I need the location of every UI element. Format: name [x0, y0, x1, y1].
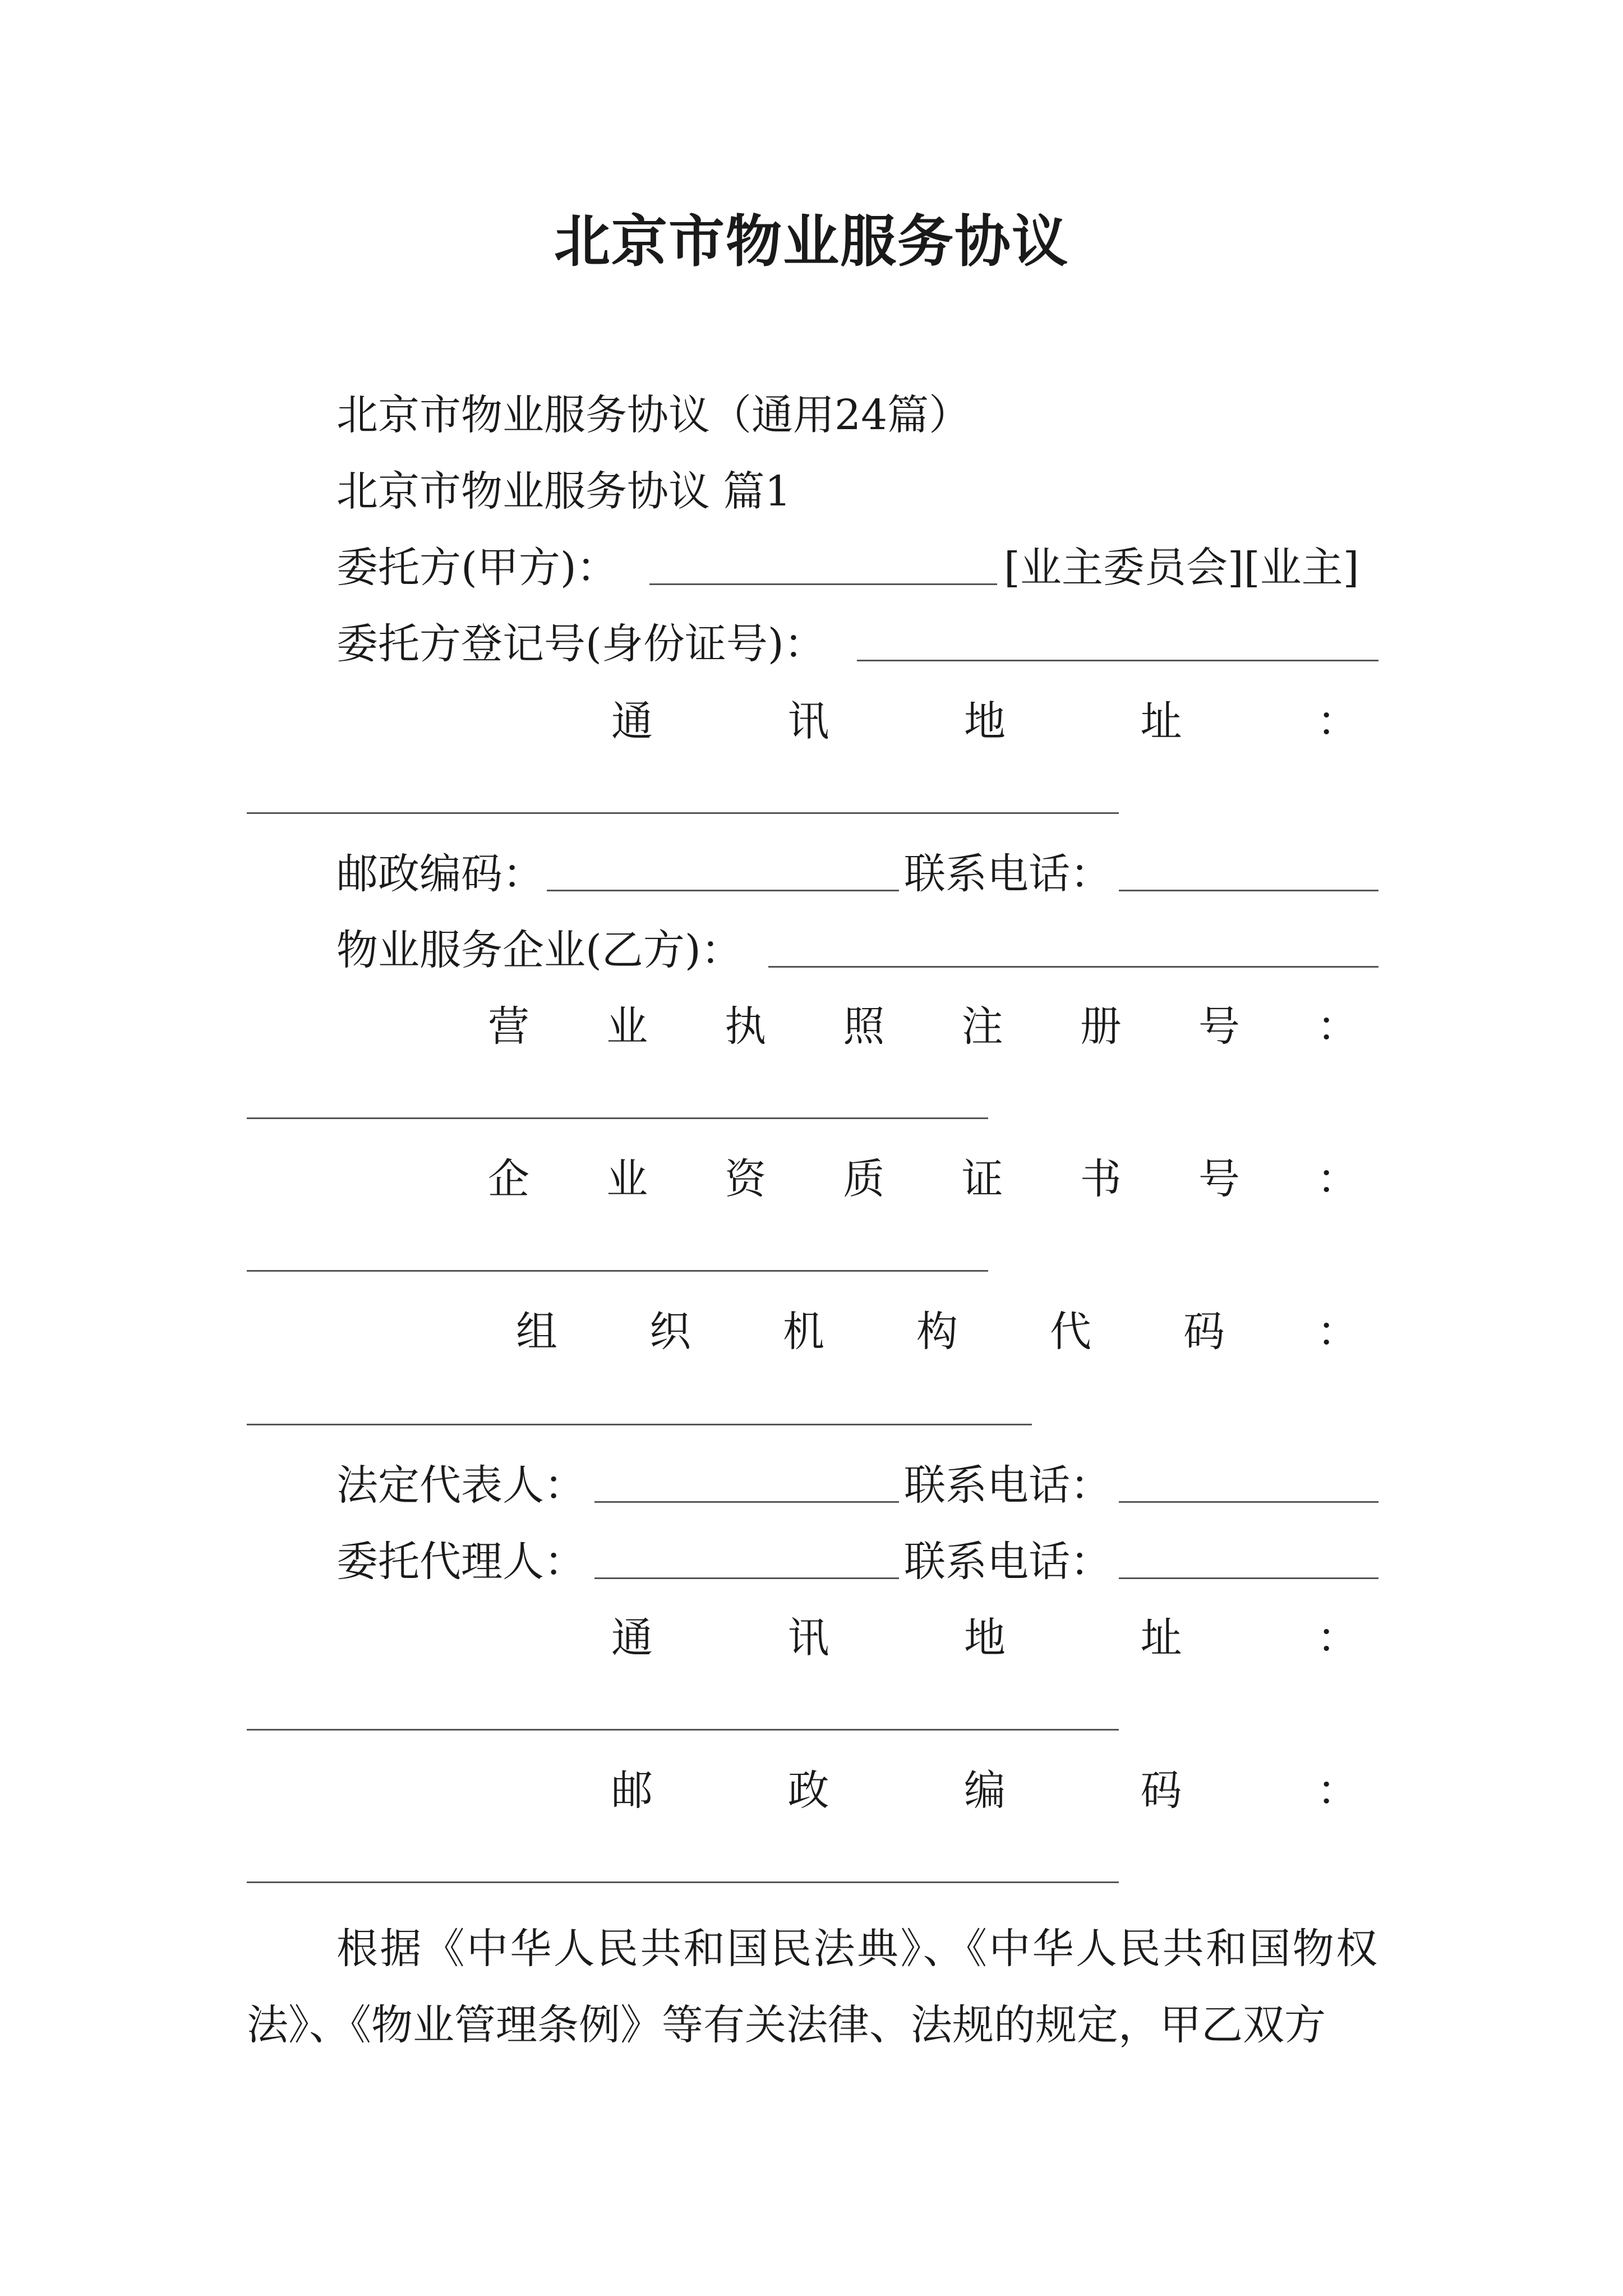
client-phone-label: 联系电话：	[904, 850, 1112, 898]
document-heading: 北京市物业服务协议（通用24篇）	[336, 391, 971, 439]
char: 邮	[611, 1766, 653, 1815]
char: 照	[843, 1002, 885, 1051]
char: ：	[1317, 1766, 1358, 1815]
char: 册	[1080, 1002, 1122, 1051]
agent-phone-label: 联系电话：	[904, 1538, 1112, 1586]
char: 注	[961, 1002, 1003, 1051]
agent-blank[interactable]	[594, 1577, 899, 1579]
client-party-label: 委托方(甲方)：	[336, 544, 618, 592]
agent-phone-blank[interactable]	[1119, 1577, 1378, 1579]
provider-postal-blank[interactable]	[247, 1881, 1119, 1883]
provider-postal-label	[611, 1763, 1358, 1819]
provider-label: 物业服务企业(乙方)：	[336, 926, 743, 974]
char: 织	[649, 1308, 691, 1356]
char: 业	[606, 1002, 648, 1051]
client-postal-blank[interactable]	[547, 890, 899, 891]
char: 地	[964, 1614, 1006, 1662]
license-blank[interactable]	[247, 1117, 988, 1119]
provider-blank[interactable]	[768, 966, 1378, 968]
char: 组	[516, 1308, 557, 1356]
char: ：	[1316, 1002, 1358, 1051]
char: 构	[916, 1308, 958, 1356]
legal-rep-phone-blank[interactable]	[1119, 1501, 1378, 1503]
char: 地	[964, 697, 1006, 746]
org-code-label	[516, 1304, 1358, 1360]
char: 机	[783, 1308, 824, 1356]
legal-rep-label: 法定代表人：	[336, 1461, 585, 1510]
char: 政	[787, 1766, 829, 1815]
client-reg-label: 委托方登记号(身份证号)：	[336, 620, 826, 668]
provider-address-label	[611, 1610, 1358, 1666]
char: ：	[1317, 697, 1358, 746]
char: 址	[1140, 1614, 1182, 1662]
char: 营	[488, 1002, 529, 1051]
char: 通	[611, 1614, 653, 1662]
char: 码	[1140, 1766, 1182, 1815]
agent-label: 委托代理人：	[336, 1538, 585, 1586]
org-code-blank[interactable]	[247, 1424, 1032, 1425]
char: 执	[725, 1002, 767, 1051]
char: 通	[611, 697, 653, 746]
qualification-blank[interactable]	[247, 1270, 988, 1272]
char: 号	[1198, 1002, 1240, 1051]
char: 证	[961, 1155, 1003, 1203]
body-paragraph: 根据《中华人民共和国民法典》、《中华人民共和国物权法》、《物业管理条例》等有关法律、法规的规定，甲乙双方	[247, 1925, 1377, 2049]
char: 码	[1183, 1308, 1225, 1356]
client-reg-blank[interactable]	[857, 660, 1378, 661]
char: 址	[1140, 697, 1182, 746]
char: 号	[1198, 1155, 1240, 1203]
legal-rep-phone-label: 联系电话：	[904, 1461, 1112, 1510]
document-subheading: 北京市物业服务协议 篇1	[336, 467, 791, 516]
client-address-blank[interactable]	[247, 812, 1119, 814]
char: 书	[1080, 1155, 1122, 1203]
provider-address-blank[interactable]	[247, 1729, 1119, 1731]
client-phone-blank[interactable]	[1119, 890, 1378, 891]
char: 代	[1050, 1308, 1091, 1356]
char: ：	[1316, 1155, 1358, 1203]
char: 讯	[787, 1614, 829, 1662]
client-address-label	[611, 693, 1358, 749]
client-party-suffix: [业主委员会][业主]	[1004, 544, 1359, 592]
license-label	[488, 999, 1358, 1055]
char: 讯	[787, 697, 829, 746]
char: 编	[964, 1766, 1006, 1815]
client-party-blank[interactable]	[649, 583, 997, 585]
char: ：	[1317, 1308, 1358, 1356]
char: 资	[725, 1155, 767, 1203]
client-postal-label: 邮政编码：	[336, 850, 544, 898]
char: 质	[843, 1155, 885, 1203]
qualification-label	[488, 1151, 1358, 1207]
char: 业	[606, 1155, 648, 1203]
char: 企	[488, 1155, 529, 1203]
document-title: 北京市物业服务协议	[554, 208, 1069, 274]
legal-rep-blank[interactable]	[594, 1501, 899, 1503]
char: ：	[1317, 1614, 1358, 1662]
